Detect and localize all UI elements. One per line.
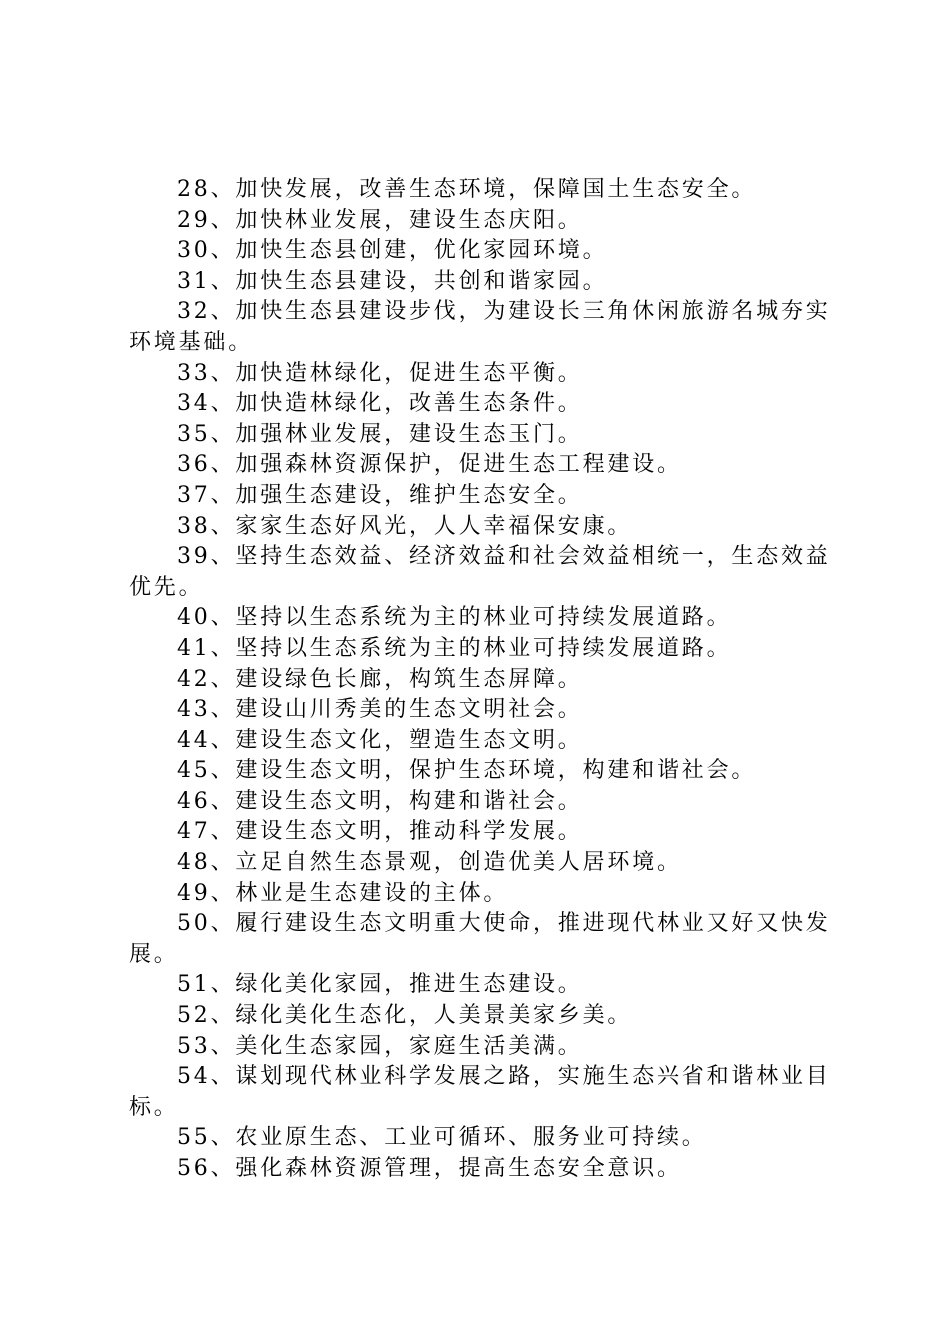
list-item: 47、建设生态文明，推动科学发展。: [177, 819, 583, 845]
list-item: 43、建设山川秀美的生态文明社会。: [177, 697, 583, 723]
list-item: 40、坚持以生态系统为主的林业可持续发展道路。: [177, 605, 732, 631]
list-item: 38、家家生态好风光，人人幸福保安康。: [177, 513, 633, 539]
list-item: 54、谋划现代林业科学发展之路，实施生态兴省和谐林业目标。: [129, 1064, 831, 1120]
list-item: 28、加快发展，改善生态环境，保障国土生态安全。: [177, 177, 757, 202]
list-item: 34、加快造林绿化，改善生态条件。: [177, 391, 583, 417]
list-item: 52、绿化美化生态化，人美景美家乡美。: [177, 1003, 633, 1029]
list-item: 41、坚持以生态系统为主的林业可持续发展道路。: [177, 635, 732, 661]
list-item: 37、加强生态建设，维护生态安全。: [177, 482, 583, 508]
list-item: 35、加强林业发展，建设生态玉门。: [177, 421, 583, 447]
list-item: 42、建设绿色长廊，构筑生态屏障。: [177, 666, 583, 692]
list-item: 33、加快造林绿化，促进生态平衡。: [177, 360, 583, 386]
list-item: 32、加快生态县建设步伐，为建设长三角休闲旅游名城夯实环境基础。: [129, 299, 831, 355]
list-item: 48、立足自然生态景观，创造优美人居环境。: [177, 850, 682, 876]
list-item: 55、农业原生态、工业可循环、服务业可持续。: [177, 1125, 707, 1151]
document-body: [129, 175, 832, 1185]
list-item: 45、建设生态文明，保护生态环境，构建和谐社会。: [177, 758, 757, 784]
list-item: 53、美化生态家园，家庭生活美满。: [177, 1033, 583, 1059]
list-item: 56、强化森林资源管理，提高生态安全意识。: [177, 1156, 682, 1181]
list-item: 36、加强森林资源保护，促进生态工程建设。: [177, 452, 682, 478]
list-item: 29、加快林业发展，建设生态庆阳。: [177, 207, 583, 233]
list-item: 49、林业是生态建设的主体。: [177, 880, 509, 906]
list-item: 30、加快生态县创建，优化家园环境。: [177, 238, 608, 264]
list-item: 46、建设生态文明，构建和谐社会。: [177, 788, 583, 814]
list-item: 51、绿化美化家园，推进生态建设。: [177, 972, 583, 998]
list-item: 39、坚持生态效益、经济效益和社会效益相统一，生态效益优先。: [129, 544, 831, 600]
list-item: 44、建设生态文化，塑造生态文明。: [177, 727, 583, 753]
list-item: 50、履行建设生态文明重大使命，推进现代林业又好又快发展。: [129, 911, 831, 967]
list-item: 31、加快生态县建设，共创和谐家园。: [177, 268, 608, 294]
